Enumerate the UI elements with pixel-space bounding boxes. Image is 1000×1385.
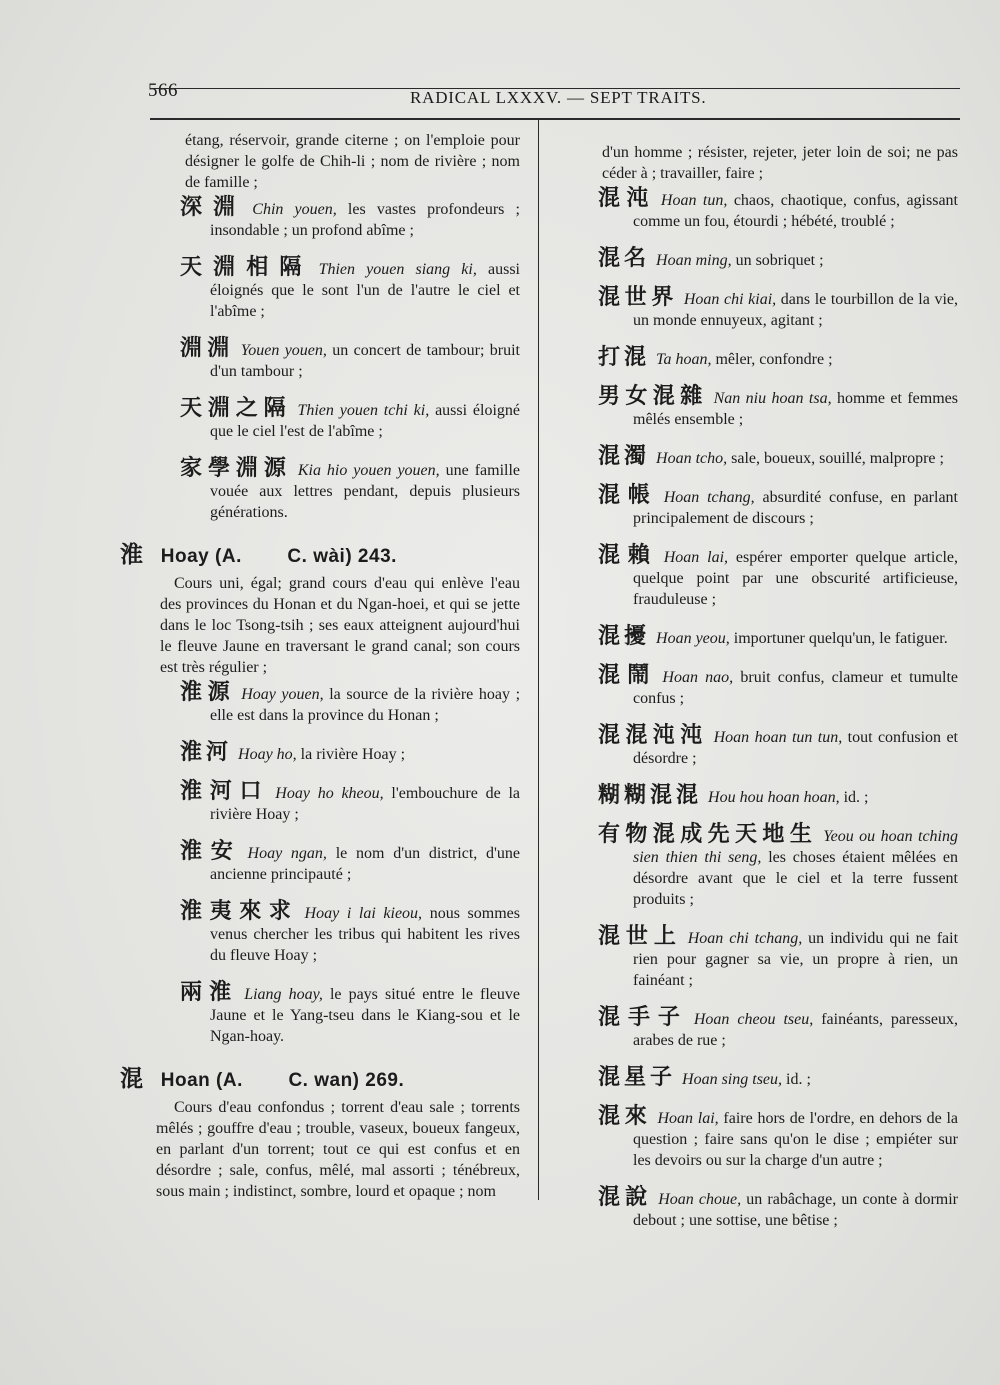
dictionary-entry bbox=[578, 1067, 958, 1090]
header-rule-thin bbox=[150, 88, 960, 89]
entry-romanization: Youen youen, bbox=[240, 342, 327, 359]
entry-romanization: Thien youen siang ki, bbox=[318, 261, 477, 278]
entry-romanization: Hoan lai, bbox=[663, 549, 729, 566]
entry-characters: 混星子 bbox=[598, 1065, 677, 1090]
dictionary-entry bbox=[120, 197, 520, 241]
dictionary-entry bbox=[120, 458, 520, 523]
entry-characters: 深淵 bbox=[180, 195, 247, 220]
entry-characters: 糊糊混混 bbox=[598, 783, 703, 808]
entry-definition: un sobriquet ; bbox=[735, 252, 824, 269]
entry-characters: 男女混雜 bbox=[598, 384, 708, 409]
dictionary-entry bbox=[120, 901, 520, 966]
entry-definition: aussi éloigné que le ciel l'est de l'abîme ; bbox=[210, 402, 521, 440]
entry-definition: bruit confus, clameur et tumulte confus ; bbox=[633, 669, 958, 707]
dictionary-entry bbox=[120, 682, 520, 726]
entry-list bbox=[120, 197, 520, 523]
dictionary-entry bbox=[578, 1007, 958, 1051]
entry-characters: 混說 bbox=[598, 1185, 653, 1210]
entry-romanization: Hou hou hoan hoan, bbox=[708, 789, 840, 806]
entry-romanization: Hoay i lai kieou, bbox=[304, 905, 423, 922]
entry-list bbox=[578, 188, 958, 1231]
dictionary-entry bbox=[578, 248, 958, 271]
entry-characters: 打混 bbox=[598, 345, 651, 370]
entry-definition: absurdité confuse, en parlant principalement de discours ; bbox=[633, 489, 958, 527]
entry-romanization: Hoay ngan, bbox=[247, 845, 327, 862]
header-rule-thick bbox=[150, 118, 960, 120]
entry-definition: une famille vouée aux lettres pendant, depuis plusieurs générations. bbox=[210, 462, 521, 521]
headword-description: Cours uni, égal; grand cours d'eau qui enlève l'eau des provinces du Honan et du Ngan-hoei, et qui se jette dans le loc Tsong-tsih ; ses eaux atteignent aujourd'hui le fleuve Jaune en traversant le grand canal; son cours est très régulier ; bbox=[160, 575, 520, 676]
entry-definition: importuner quelqu'un, le fatiguer. bbox=[733, 630, 948, 647]
headword-hoay bbox=[120, 542, 520, 568]
headword-description: Cours d'eau confondus ; torrent d'eau sale ; torrents mêlés ; gouffre d'eau ; trouble, vaseux, boueux fangeux, en parlant d'un torrent; tout ce qui est confus et en désordre ; sale, confus, mêlé, mal assorti ; ténébreux, sous main ; indistinct, sombre, lourd et opaque ; nom bbox=[156, 1099, 520, 1200]
dictionary-entry bbox=[578, 824, 958, 910]
dictionary-entry bbox=[578, 926, 958, 991]
entry-romanization: Hoan tun, bbox=[660, 192, 728, 209]
entry-characters: 混擾 bbox=[598, 624, 651, 649]
dictionary-entry bbox=[578, 545, 958, 610]
entry-definition: sale, boueux, souillé, malpropre ; bbox=[731, 450, 944, 467]
entry-romanization: Hoan lai, bbox=[657, 1110, 719, 1127]
entry-characters: 淮河口 bbox=[180, 779, 270, 804]
continuation-text: d'un homme ; résister, rejeter, jeter loin de soi; ne pas céder à ; travailler, faire ; bbox=[602, 144, 958, 182]
continuation-text: étang, réservoir, grande citerne ; on l'emploie pour désigner le golfe de Chih-li ; nom de rivière ; nom de famille ; bbox=[185, 132, 520, 191]
entry-characters: 混世上 bbox=[598, 924, 682, 949]
column-divider bbox=[538, 120, 539, 1200]
dictionary-entry bbox=[578, 347, 958, 370]
entry-romanization: Ta hoan, bbox=[656, 351, 712, 368]
entry-romanization: Hoan nao, bbox=[662, 669, 734, 686]
entry-characters: 混來 bbox=[598, 1104, 652, 1129]
entry-definition: un individu qui ne fait rien pour gagner sa vie, un propre à rien, un fainéant ; bbox=[633, 930, 959, 989]
entry-definition: les choses étaient mêlées en désordre avant que le ciel et la terre fussent produits ; bbox=[633, 849, 959, 908]
entry-characters: 混沌 bbox=[598, 186, 655, 211]
entry-romanization: Thien youen tchi ki, bbox=[297, 402, 430, 419]
entry-characters: 兩淮 bbox=[180, 980, 239, 1005]
dictionary-entry bbox=[578, 665, 958, 709]
entry-romanization: Chin youen, bbox=[252, 201, 337, 218]
entry-characters: 混帳 bbox=[598, 483, 658, 508]
entry-definition: mêler, confondre ; bbox=[715, 351, 833, 368]
left-column bbox=[120, 130, 520, 1202]
dictionary-entry bbox=[120, 982, 520, 1047]
entry-romanization: Hoan chi kiai, bbox=[683, 291, 777, 308]
right-column bbox=[578, 142, 958, 1247]
entry-characters: 天淵相隔 bbox=[180, 255, 313, 280]
entry-characters: 混鬧 bbox=[598, 663, 657, 688]
entry-characters: 淮河 bbox=[180, 740, 233, 765]
entry-definition: id. ; bbox=[786, 1071, 811, 1088]
entry-definition: tout confusion et désordre ; bbox=[633, 729, 958, 767]
dictionary-entry bbox=[578, 386, 958, 430]
entry-characters: 混手子 bbox=[598, 1005, 688, 1030]
dictionary-entry bbox=[578, 446, 958, 469]
headword-romanization: Hoan (A. bbox=[160, 1070, 243, 1091]
entry-romanization: Kia hio youen youen, bbox=[297, 462, 440, 479]
entry-romanization: Hoan choue, bbox=[658, 1191, 742, 1208]
entry-romanization: Hoan tcho, bbox=[656, 450, 728, 467]
entry-characters: 混濁 bbox=[598, 444, 651, 469]
dictionary-entry bbox=[578, 287, 958, 331]
entry-definition: espérer emporter quelque article, quelque point par une obscurité artificieuse, frauduleuse ; bbox=[633, 549, 959, 608]
dictionary-entry bbox=[120, 841, 520, 885]
headword-character: 淮 bbox=[120, 542, 147, 568]
entry-romanization: Hoay ho kheou, bbox=[275, 785, 384, 802]
entry-definition: chaos, chaotique, confus, agissant comme un fou, étourdi ; hébété, troublé ; bbox=[633, 192, 958, 230]
entry-definition: id. ; bbox=[843, 789, 869, 806]
dictionary-entry bbox=[578, 626, 958, 649]
entry-characters: 家學淵源 bbox=[180, 456, 292, 481]
entry-characters: 混混沌沌 bbox=[598, 723, 708, 748]
headword-hoan bbox=[120, 1066, 520, 1092]
headword-character: 混 bbox=[120, 1066, 147, 1092]
entry-characters: 混世界 bbox=[598, 285, 678, 310]
entry-definition: le pays situé entre le fleuve Jaune et le Yang-tseu dans le Kiang-sou et le Ngan-hoay. bbox=[210, 986, 520, 1045]
entry-definition: un rabâchage, un conte à dormir debout ; une sottise, une bêtise ; bbox=[633, 1191, 958, 1229]
dictionary-entry bbox=[120, 257, 520, 322]
entry-list bbox=[120, 682, 520, 1047]
entry-romanization: Hoan hoan tun tun, bbox=[713, 729, 843, 746]
entry-definition: dans le tourbillon de la vie, un monde ennuyeux, agitant ; bbox=[633, 291, 958, 329]
dictionary-entry bbox=[578, 188, 958, 232]
entry-romanization: Hoan ming, bbox=[656, 252, 732, 269]
entry-definition: fainéants, paresseux, arabes de rue ; bbox=[633, 1011, 958, 1049]
entry-characters: 淮源 bbox=[180, 680, 236, 705]
entry-romanization: Yeou ou hoan tching sien thien thi seng, bbox=[633, 828, 958, 866]
dictionary-entry bbox=[578, 1106, 958, 1171]
entry-romanization: Hoan yeou, bbox=[656, 630, 730, 647]
entry-characters: 混賴 bbox=[598, 543, 658, 568]
entry-definition: les vastes profondeurs ; insondable ; un profond abîme ; bbox=[210, 201, 520, 239]
entry-romanization: Hoan cheou tseu, bbox=[693, 1011, 814, 1028]
entry-romanization: Hoan tchang, bbox=[663, 489, 755, 506]
entry-characters: 淵淵 bbox=[180, 336, 235, 361]
entry-characters: 淮安 bbox=[180, 839, 242, 864]
entry-characters: 有物混成先天地生 bbox=[598, 822, 818, 847]
entry-romanization: Liang hoay, bbox=[244, 986, 323, 1003]
running-title: RADICAL LXXXV. — SEPT TRAITS. bbox=[410, 88, 707, 107]
headword-code: C. wài) 243. bbox=[287, 546, 397, 567]
entry-romanization: Hoay youen, bbox=[241, 686, 324, 703]
entry-romanization: Hoay ho, bbox=[238, 746, 297, 763]
entry-characters: 天淵之隔 bbox=[180, 396, 292, 421]
dictionary-entry bbox=[578, 785, 958, 808]
entry-romanization: Hoan chi tchang, bbox=[687, 930, 803, 947]
dictionary-entry bbox=[120, 781, 520, 825]
headword-romanization: Hoay (A. bbox=[160, 546, 242, 567]
entry-definition: nous sommes venus chercher les tribus qui habitent les rives du fleuve Hoay ; bbox=[210, 905, 521, 964]
entry-definition: l'embouchure de la rivière Hoay ; bbox=[210, 785, 520, 823]
entry-romanization: Nan niu hoan tsa, bbox=[713, 390, 832, 407]
entry-romanization: Hoan sing tseu, bbox=[682, 1071, 783, 1088]
dictionary-entry bbox=[578, 725, 958, 769]
entry-definition: aussi éloignés que le sont l'un de l'autre le ciel et l'abîme ; bbox=[210, 261, 520, 320]
page-header bbox=[140, 78, 960, 112]
entry-definition: homme et femmes mêlés ensemble ; bbox=[633, 390, 959, 428]
entry-characters: 混名 bbox=[598, 246, 651, 271]
entry-characters: 淮夷來求 bbox=[180, 899, 299, 924]
entry-definition: le nom d'un district, d'une ancienne principauté ; bbox=[210, 845, 521, 883]
entry-definition: la source de la rivière hoay ; elle est dans la province du Honan ; bbox=[210, 686, 521, 724]
entry-definition: un concert de tambour; bruit d'un tambour ; bbox=[210, 342, 520, 380]
dictionary-entry bbox=[578, 485, 958, 529]
dictionary-entry bbox=[120, 742, 520, 765]
dictionary-entry bbox=[120, 398, 520, 442]
entry-definition: la rivière Hoay ; bbox=[300, 746, 406, 763]
page-number: 566 bbox=[148, 80, 178, 101]
dictionary-entry bbox=[120, 338, 520, 382]
headword-code: C. wan) 269. bbox=[288, 1070, 405, 1091]
entry-definition: faire hors de l'ordre, en dehors de la question ; faire sans qu'on le dise ; empiéter sur les devoirs ou sur la charge d'un autre ; bbox=[633, 1110, 958, 1169]
dictionary-entry bbox=[578, 1187, 958, 1231]
